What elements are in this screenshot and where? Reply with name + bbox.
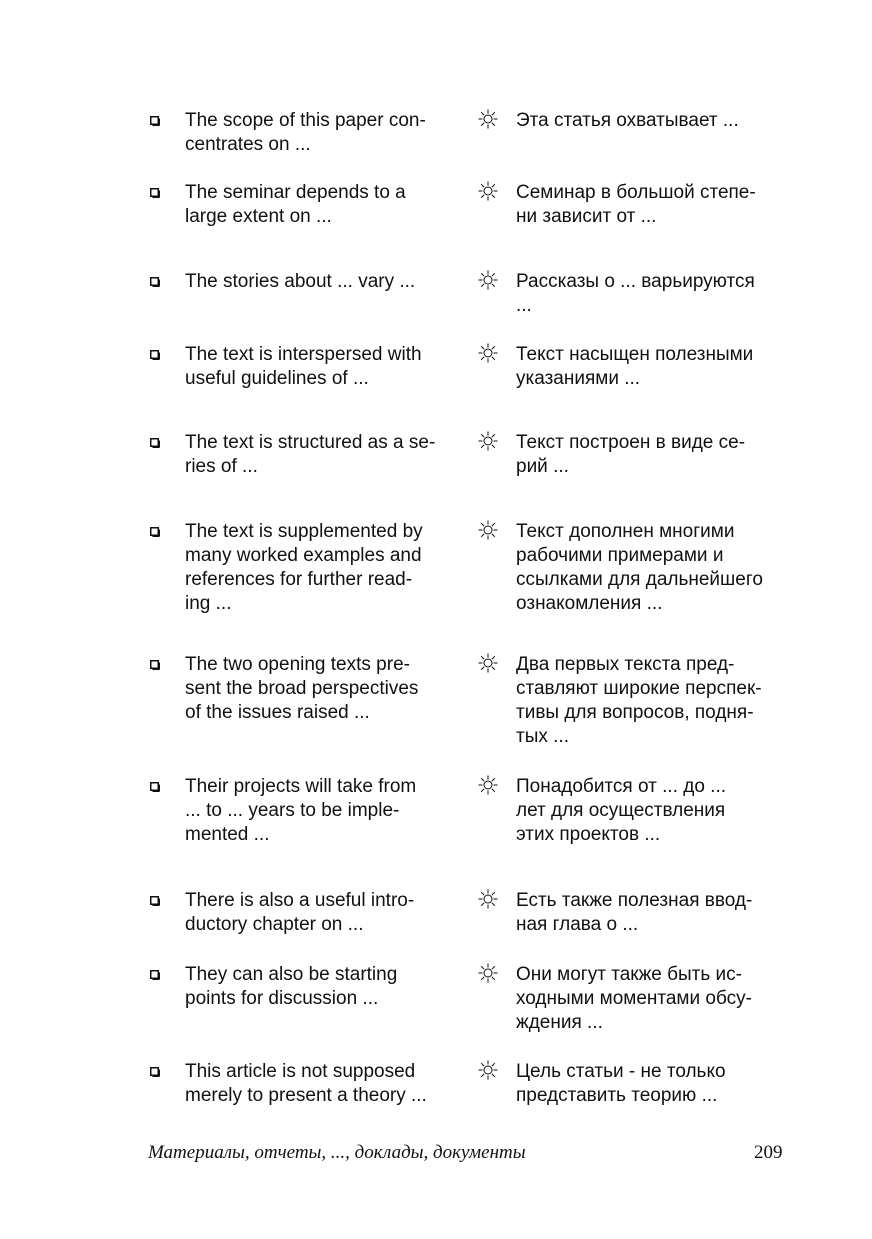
russian-phrase: Эта статья охватывает ... [516,110,739,131]
russian-phrase: Рассказы о ... варьируются ... [516,271,755,316]
english-phrase: The text is supplemented by many worked examples and references for further read- ing ... [185,521,423,614]
english-phrase: The two opening texts pre- sent the broad perspectives of the issues raised ... [185,654,419,723]
russian-phrase: Два первых текста пред- ставляют широкие перспек- тивы для вопросов, подня- тых ... [516,654,762,747]
english-phrase: The seminar depends to a large extent on ... [185,182,406,227]
sun-icon [478,653,498,673]
english-phrase: The text is interspersed with useful guidelines of ... [185,344,422,389]
sun-icon [478,109,498,129]
russian-phrase: Текст построен в виде се- рий ... [516,432,746,477]
russian-phrase: Понадобится от ... до ... лет для осуществления этих проектов ... [516,776,727,845]
sun-icon [478,270,498,290]
russian-phrase: Текст дополнен многими рабочими примерами и ссылками для дальнейшего ознакомления ... [516,521,763,614]
checkbox-icon [150,185,160,195]
checkbox-icon [150,1064,160,1074]
english-phrase: This article is not supposed merely to present a theory ... [185,1061,427,1106]
russian-phrase: Текст насыщен полезными указаниями ... [516,344,754,389]
checkbox-icon [150,967,160,977]
russian-phrase: Цель статьи - не только представить теорию ... [516,1061,726,1106]
sun-icon [478,431,498,451]
checkbox-icon [150,113,160,123]
checkbox-icon [150,524,160,534]
sun-icon [478,775,498,795]
checkbox-icon [150,779,160,789]
sun-icon [478,520,498,540]
sun-icon [478,343,498,363]
checkbox-icon [150,893,160,903]
checkbox-icon [150,657,160,667]
sun-icon [478,963,498,983]
english-phrase: The text is structured as a se- ries of ... [185,432,436,477]
sun-icon [478,1060,498,1080]
russian-phrase: Есть также полезная ввод- ная глава о ... [516,890,753,935]
sun-icon [478,889,498,909]
english-phrase: There is also a useful intro- ductory chapter on ... [185,890,415,935]
russian-phrase: Семинар в большой степе- ни зависит от ... [516,182,756,227]
english-phrase: The stories about ... vary ... [185,271,416,292]
sun-icon [478,181,498,201]
running-footer-title: Материалы, отчеты, ..., доклады, документы [148,1142,526,1163]
english-phrase: The scope of this paper con- centrates on ... [185,110,426,155]
checkbox-icon [150,435,160,445]
page-number: 209 [754,1142,783,1163]
checkbox-icon [150,347,160,357]
english-phrase: Their projects will take from ... to ... years to be imple- mented ... [185,776,417,845]
checkbox-icon [150,274,160,284]
russian-phrase: Они могут также быть ис- ходными моментами обсу- ждения ... [516,964,752,1033]
english-phrase: They can also be starting points for discussion ... [185,964,398,1009]
